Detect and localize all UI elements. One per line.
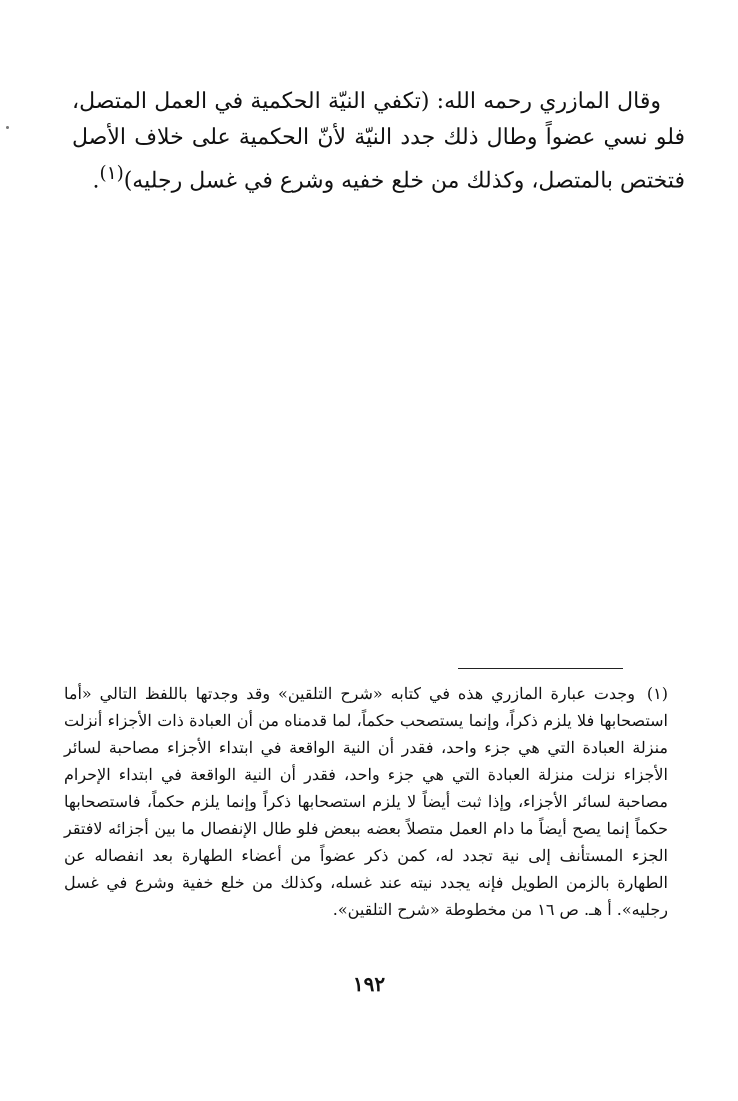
main-paragraph-end: . — [92, 168, 100, 194]
footnote-reference: (١) — [99, 163, 124, 184]
footnotes — [64, 680, 668, 923]
main-paragraph-text: وقال المازري رحمه الله: (تكفي النيّة الحكمية في العمل المتصل، فلو نسي عضواً وطال ذلك جدد النيّة لأنّ الحكمية على خلاف الأصل فتختص بالمتصل، وكذلك من خلع خفيه وشرع في غسل رجليه) — [72, 89, 685, 194]
footnote-marker: (١) — [646, 684, 668, 703]
page-number: ١٩٢ — [352, 972, 386, 996]
main-paragraph — [72, 84, 685, 199]
footnote-item — [64, 680, 668, 923]
scan-edge-mark — [6, 126, 9, 129]
footnote-text: وجدت عبارة المازري هذه في كتابه «شرح التلقين» وقد وجدتها باللفظ التالي «أما استصحابها فلا يلزم ذكراً، وإنما يستصحب حكماً، لما قدمناه من أن العبادة ذات الأجزاء أنزلت منزلة العبادة التي هي جزء واحد، فقدر أن النية الواقعة في ابتداء الأجزاء مصاحبة لسائر الأجزاء نزلت منزلة العبادة التي هي جزء واحد، فقدر أن النية الواقعة في ابتداء الإحرام مصاحبة لسائر الأجزاء، وإذا ثبت أيضاً لا يلزم استصحابها ذكراً وإنما يلزم حكماً، فاستصحابها حكماً إنما يصح أيضاً ما دام العمل متصلاً بعضه ببعض فلو طال الإنفصال ما بين أجزائه لافتقر الجزء المستأنف إلى نية تجدد له، كمن ذكر عضواً من أعضاء الطهارة بعد انفصاله عن الطهارة بالزمن الطويل فإنه يجدد نيته عند غسله، وكذلك من خلع خفية وشرع في غسل رجليه». أ هـ. ص ١٦ من مخطوطة «شرح التلقين». — [64, 684, 668, 919]
footnote-separator — [458, 668, 623, 669]
main-text — [72, 84, 685, 199]
